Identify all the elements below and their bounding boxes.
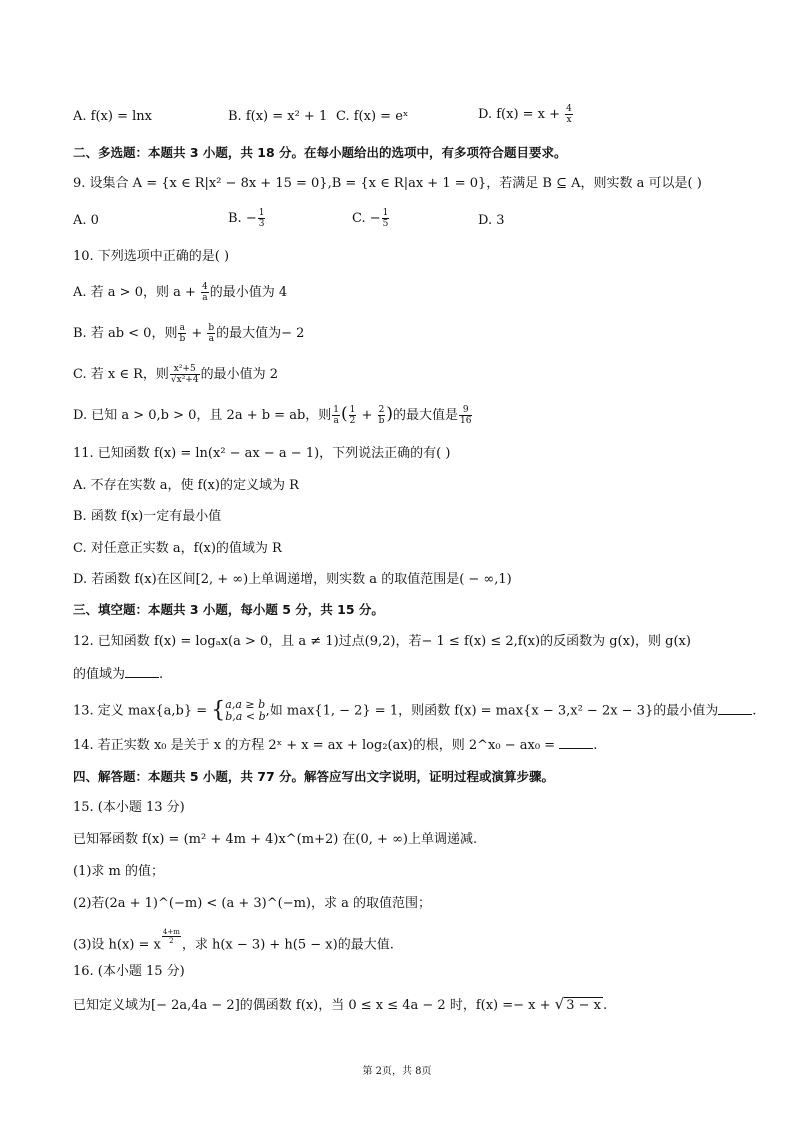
q11-option-a: A. 不存在实数 a，使 f(x)的定义域为 R	[73, 478, 299, 493]
section-heading-solve: 四、解答题：本题共 5 小题，共 77 分。解答应写出文字说明，证明过程或演算步骤。	[73, 769, 555, 784]
q13-line: 13. 定义 max{a,b} = { a,a ≥ b b,a < b ,如 max{1, − 2} = 1，则函数 f(x) = max{x − 3,x² − 2x − 3}的最小值为 .	[73, 698, 757, 723]
q10-stem: 10. 下列选项中正确的是( )	[73, 249, 230, 264]
q8-option-a: A. f(x) = lnx	[73, 109, 152, 124]
q8-option-d: D. f(x) = x + $\frac{4}{x}$	[478, 104, 572, 125]
q9-option-d: D. 3	[478, 213, 505, 228]
q10-option-b: B. 若 ab < 0，则 $\frac{a}{b}$ + $\frac{b}{a}$ 的最大值为− 2	[73, 323, 305, 344]
q15-stem: 已知幂函数 f(x) = (m² + 4m + 4)x^(m+2) 在(0, + ∞)上单调递减.	[73, 832, 478, 847]
q11-stem: 11. 已知函数 f(x) = ln(x² − ax − a − 1)，下列说法正确的有( )	[73, 446, 451, 461]
q8-option-c: C. f(x) = eˣ	[336, 109, 409, 124]
q15-part2: (2)若(2a + 1)^(−m) < (a + 3)^(−m)，求 a 的取值范围；	[73, 896, 432, 911]
q11-option-d: D. 若函数 f(x)在区间[2, + ∞)上单调递增，则实数 a 的取值范围是( − ∞,1)	[73, 572, 512, 587]
q9-option-b: B. − $\frac{1}{3}$	[228, 208, 265, 229]
q12-line1: 12. 已知函数 f(x) = logₐx(a > 0，且 a ≠ 1)过点(9,2)，若− 1 ≤ f(x) ≤ 2,f(x)的反函数为 g(x)，则 g(x)	[73, 634, 691, 649]
answer-blank	[125, 665, 159, 678]
q11-option-b: B. 函数 f(x)一定有最小值	[73, 509, 222, 524]
q9-option-a: A. 0	[73, 213, 99, 228]
q10-option-c: C. 若 x ∈ R，则 $\frac{\text{x²+5}}{\text{√x²+4}}$ 的最小值为 2	[73, 364, 278, 385]
q10-option-d: D. 已知 a > 0,b > 0，且 2a + b = ab，则 $\frac{1}{a}$ ( $\frac{1}{2}$ + $\frac{2}{b}$ )的最大值是 $\frac{9}{16}$	[73, 404, 472, 426]
answer-blank	[559, 736, 593, 749]
q11-option-c: C. 对任意正实数 a，f(x)的值域为 R	[73, 541, 282, 556]
page-footer: 第 2页，共 8页	[362, 1066, 432, 1077]
q14-line: 14. 若正实数 x₀ 是关于 x 的方程 2ˣ + x = ax + log₂(ax)的根，则 2^x₀ − ax₀ = .	[73, 738, 598, 753]
q12-line2: 的值域为 .	[73, 667, 164, 682]
section-heading-fill: 三、填空题：本题共 3 小题，每小题 5 分，共 15 分。	[73, 602, 384, 617]
q15-part3: (3)设 h(x) = x $\frac{4+m}{2}$ ，求 h(x − 3) + h(5 − x)的最大值.	[73, 928, 394, 953]
q16-title: 16. (本小题 15 分)	[73, 964, 185, 979]
fraction: $\frac{4}{x}$	[566, 104, 572, 125]
q9-option-c: C. − $\frac{1}{5}$	[352, 208, 389, 229]
q15-title: 15. (本小题 13 分)	[73, 800, 185, 815]
q10-option-a: A. 若 a > 0，则 a + $\frac{4}{a}$ 的最小值为 4	[73, 282, 288, 303]
q16-stem: 已知定义域为[− 2a,4a − 2]的偶函数 f(x)，当 0 ≤ x ≤ 4a − 2 时，f(x) =− x + √ 3 − x .	[73, 995, 608, 1013]
section-heading-multi: 二、多选题：本题共 3 小题，共 18 分。在每小题给出的选项中，有多项符合题目要求。	[73, 145, 567, 160]
q15-part1: (1)求 m 的值；	[73, 864, 165, 879]
q9-stem: 9. 设集合 A = {x ∈ R|x² − 8x + 15 = 0},B = {x ∈ R|ax + 1 = 0}，若满足 B ⊆ A，则实数 a 可以是( )	[73, 176, 702, 191]
answer-blank	[718, 702, 752, 715]
q8-option-b: B. f(x) = x² + 1	[228, 109, 328, 124]
